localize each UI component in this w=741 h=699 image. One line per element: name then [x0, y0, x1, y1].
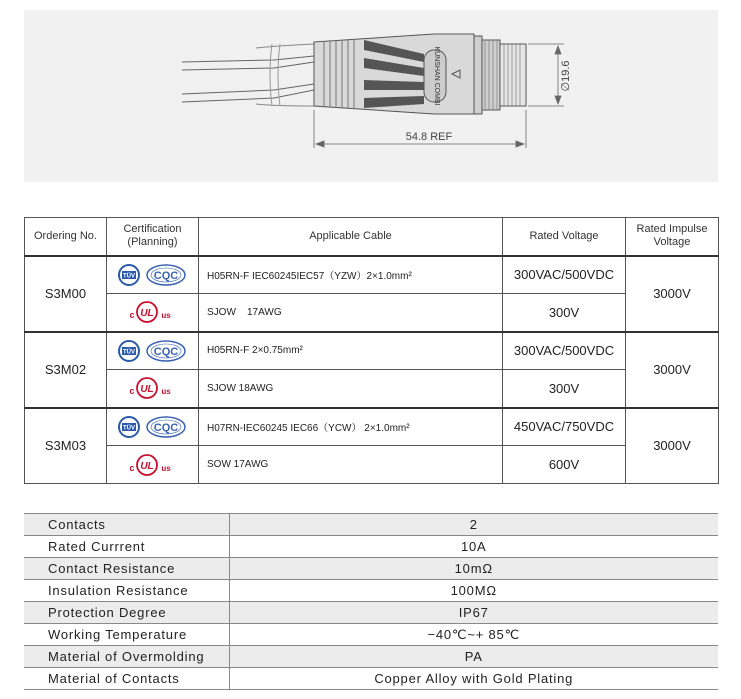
header-ordering-no: Ordering No. [25, 218, 107, 256]
spec-label: Protection Degree [24, 602, 229, 624]
ref-dimension: 54.8 REF [405, 131, 453, 143]
rated-voltage: 450VAC/750VDC [503, 408, 626, 446]
svg-text:CQC: CQC [153, 345, 178, 358]
ordering-table-header [25, 218, 719, 256]
svg-text:us: us [160, 311, 171, 321]
spec-value: 2 [229, 514, 718, 536]
certification-cell [107, 294, 199, 332]
svg-text:TÜV: TÜV [122, 273, 135, 280]
ordering-number: S3M03 [25, 408, 107, 484]
spec-row [24, 668, 718, 690]
svg-text:TÜV: TÜV [122, 349, 135, 356]
connector-drawing [24, 10, 718, 182]
certification-cell [107, 370, 199, 408]
ordering-row [25, 370, 719, 408]
spec-row [24, 536, 718, 558]
ordering-row [25, 294, 719, 332]
rated-voltage: 300V [503, 294, 626, 332]
spec-row [24, 602, 718, 624]
svg-text:TÜV: TÜV [122, 425, 135, 432]
rated-voltage: 600V [503, 446, 626, 484]
spec-row [24, 558, 718, 580]
certification-cell [107, 332, 199, 370]
spec-value: IP67 [229, 602, 718, 624]
rated-voltage: 300VAC/500VDC [503, 332, 626, 370]
body-marking: KUNSHAN COMBI [433, 46, 440, 106]
svg-text:UL: UL [139, 308, 154, 320]
wire-1 [182, 56, 314, 62]
rated-impulse-voltage: 3000V [626, 408, 719, 484]
header-certification: Certification (Planning) [107, 218, 199, 256]
ul-logo [126, 454, 180, 476]
svg-text:CQC: CQC [153, 421, 178, 434]
spec-row [24, 624, 718, 646]
spec-value: 10A [229, 536, 718, 558]
ordering-row [25, 446, 719, 484]
header-rated-voltage: Rated Voltage [503, 218, 626, 256]
spec-label: Contact Resistance [24, 558, 229, 580]
svg-text:UL: UL [139, 460, 154, 472]
spec-value: Copper Alloy with Gold Plating [229, 668, 718, 690]
svg-text:us: us [160, 463, 171, 473]
tuv-ccc-logo [118, 264, 188, 286]
spec-value: 100MΩ [229, 580, 718, 602]
ordering-row [25, 256, 719, 294]
rated-impulse-voltage: 3000V [626, 332, 719, 408]
spec-label: Material of Overmolding [24, 646, 229, 668]
header-applicable-cable: Applicable Cable [199, 218, 503, 256]
spec-value: −40℃~+ 85℃ [229, 624, 718, 646]
header-rated-impulse-voltage: Rated Impulse Voltage [626, 218, 719, 256]
svg-text:UL: UL [139, 384, 154, 396]
ordering-table [24, 217, 719, 484]
certification-cell [107, 408, 199, 446]
svg-text:c: c [128, 462, 135, 473]
spec-label: Contacts [24, 514, 229, 536]
rated-voltage: 300V [503, 370, 626, 408]
spec-label: Working Temperature [24, 624, 229, 646]
spec-label: Rated Currrent [24, 536, 229, 558]
ordering-number: S3M00 [25, 256, 107, 332]
spec-label: Insulation Resistance [24, 580, 229, 602]
applicable-cable: SJOW 17AWG [199, 294, 503, 332]
ul-logo [126, 377, 180, 399]
applicable-cable: SOW 17AWG [199, 446, 503, 484]
certification-cell [107, 256, 199, 294]
svg-text:c: c [128, 310, 135, 321]
applicable-cable: SJOW 18AWG [199, 370, 503, 408]
spec-row [24, 514, 718, 536]
ul-logo [126, 301, 180, 323]
tuv-ccc-logo [118, 340, 188, 362]
technical-drawing [24, 10, 718, 182]
ordering-number: S3M02 [25, 332, 107, 408]
ordering-row [25, 332, 719, 370]
diameter-dimension: ∅19.6 [560, 60, 572, 92]
spec-value: 10mΩ [229, 558, 718, 580]
certification-cell [107, 446, 199, 484]
spec-label: Material of Contacts [24, 668, 229, 690]
wire-2 [182, 84, 314, 94]
rated-voltage: 300VAC/500VDC [503, 256, 626, 294]
ordering-row [25, 408, 719, 446]
tuv-ccc-logo [118, 416, 188, 438]
specifications-table [24, 513, 718, 690]
svg-text:c: c [128, 386, 135, 397]
spec-row [24, 646, 718, 668]
applicable-cable: H05RN-F 2×0.75mm² [199, 332, 503, 370]
svg-text:us: us [160, 387, 171, 397]
rated-impulse-voltage: 3000V [626, 256, 719, 332]
spec-row [24, 580, 718, 602]
spec-value: PA [229, 646, 718, 668]
applicable-cable: H07RN-IEC60245 IEC66（YCW） 2×1.0mm² [199, 408, 503, 446]
applicable-cable: H05RN-F IEC60245IEC57（YZW）2×1.0mm² [199, 256, 503, 294]
svg-text:CQC: CQC [153, 269, 178, 282]
